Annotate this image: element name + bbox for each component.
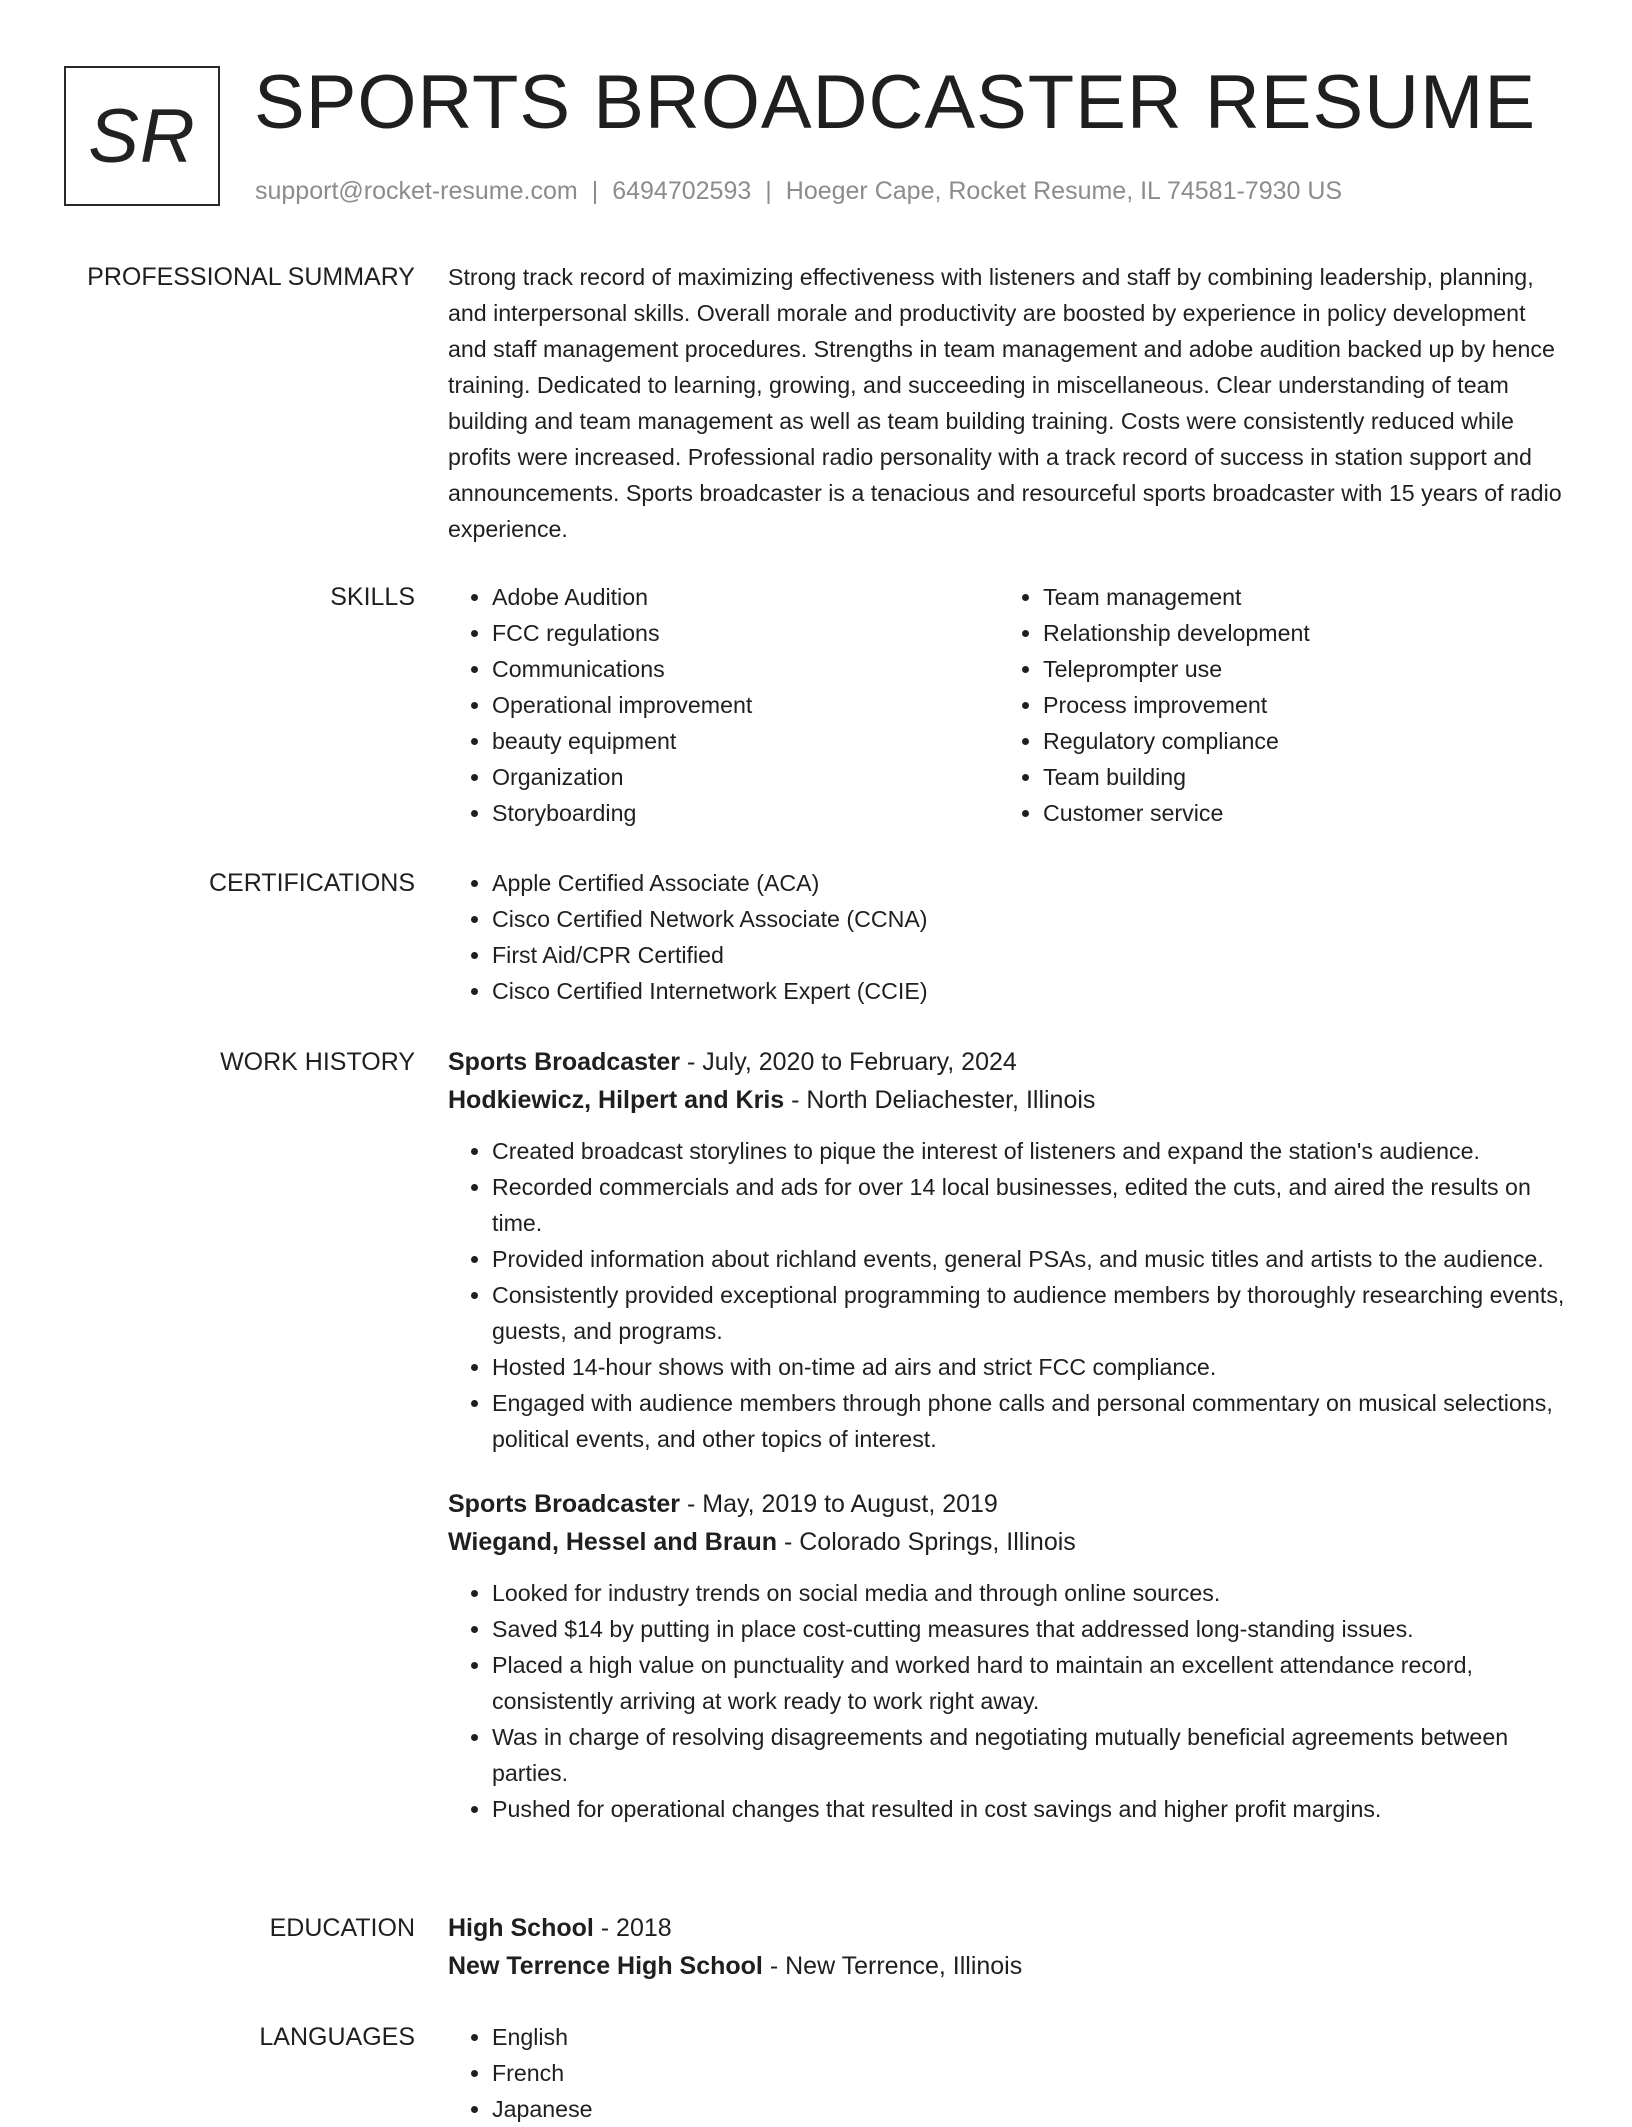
contact-address: Hoeger Cape, Rocket Resume, IL 74581-7930 US: [785, 177, 1343, 205]
skill-item: • Regulatory compliance: [1043, 723, 1550, 759]
education-heading: EDUCATION: [269, 1914, 415, 1942]
job-bullet: • Consistently provided exceptional programming to audience members by thoroughly researching events, guests, and programs.: [492, 1277, 1568, 1349]
job-company: Wiegand, Hessel and Braun: [448, 1528, 778, 1556]
job-entry: [448, 1485, 1568, 1827]
job-title-line: [448, 1485, 1568, 1523]
certification-item: • First Aid/CPR Certified: [492, 937, 1568, 973]
job-bullet: • Placed a high value on punctuality and worked hard to maintain an excellent attendance record, consistently arriving at work ready to work right away.: [492, 1647, 1568, 1719]
certification-item: • Apple Certified Associate (ACA): [492, 865, 1568, 901]
monogram-logo: [64, 66, 220, 206]
job-bullet: • Provided information about richland events, general PSAs, and music titles and artists to the audience.: [492, 1241, 1568, 1277]
job-dates: - May, 2019 to August, 2019: [680, 1490, 998, 1518]
summary-heading: PROFESSIONAL SUMMARY: [87, 263, 415, 291]
education-degree: High School: [448, 1914, 594, 1942]
education-degree-line: [448, 1909, 1568, 1947]
job-company-line: [448, 1523, 1568, 1561]
education-body: [448, 1909, 1568, 1985]
job-bullet: • Looked for industry trends on social media and through online sources.: [492, 1575, 1568, 1611]
work-history-heading: WORK HISTORY: [220, 1048, 415, 1076]
contact-separator: |: [591, 177, 599, 205]
education-school-line: [448, 1947, 1568, 1985]
job-bullets: [448, 1575, 1568, 1827]
job-location: - Colorado Springs, Illinois: [777, 1528, 1076, 1556]
certification-item: • Cisco Certified Network Associate (CCNA): [492, 901, 1568, 937]
contact-email: support@rocket-resume.com: [255, 177, 578, 205]
skills-list-right: [999, 579, 1550, 831]
job-title-line: [448, 1043, 1568, 1081]
contact-line: [255, 174, 1342, 208]
job-bullet: • Hosted 14-hour shows with on-time ad airs and strict FCC compliance.: [492, 1349, 1568, 1385]
page-title: SPORTS BROADCASTER RESUME: [254, 60, 1537, 145]
education-year: - 2018: [593, 1914, 672, 1942]
contact-separator: |: [765, 177, 772, 205]
languages-body: [448, 2019, 1568, 2127]
skill-item: • Adobe Audition: [492, 579, 999, 615]
skill-item: • Process improvement: [1043, 687, 1550, 723]
job-location: - North Deliachester, Illinois: [784, 1086, 1096, 1114]
skill-item: • Customer service: [1043, 795, 1550, 831]
job-title: Sports Broadcaster: [448, 1048, 681, 1076]
job-bullet: • Was in charge of resolving disagreements and negotiating mutually beneficial agreements between parties.: [492, 1719, 1568, 1791]
job-dates: - July, 2020 to February, 2024: [680, 1048, 1017, 1076]
job-bullet: • Created broadcast storylines to pique the interest of listeners and expand the station's audience.: [492, 1133, 1568, 1169]
monogram-initials: SR: [88, 93, 196, 179]
work-history-body: [448, 1043, 1568, 1827]
certifications-heading: CERTIFICATIONS: [208, 869, 415, 897]
skill-item: • Team management: [1043, 579, 1550, 615]
skill-item: • Operational improvement: [492, 687, 999, 723]
certifications-list: [448, 865, 1568, 1009]
languages-heading: LANGUAGES: [259, 2023, 415, 2051]
contact-phone: 6494702593: [612, 177, 752, 205]
certification-item: • Cisco Certified Internetwork Expert (CCIE): [492, 973, 1568, 1009]
languages-list: [448, 2019, 1568, 2127]
job-company: Hodkiewicz, Hilpert and Kris: [448, 1086, 785, 1114]
skill-item: • Communications: [492, 651, 999, 687]
job-title: Sports Broadcaster: [448, 1490, 681, 1518]
job-bullet: • Recorded commercials and ads for over 14 local businesses, edited the cuts, and aired the results on time.: [492, 1169, 1568, 1241]
skill-item: • beauty equipment: [492, 723, 999, 759]
skill-item: • Organization: [492, 759, 999, 795]
skills-list-left: [448, 579, 999, 831]
language-item: • French: [492, 2055, 1568, 2091]
skill-item: • FCC regulations: [492, 615, 999, 651]
education-location: - New Terrence, Illinois: [762, 1952, 1023, 1980]
job-bullet: • Pushed for operational changes that resulted in cost savings and higher profit margins.: [492, 1791, 1568, 1827]
skill-item: • Relationship development: [1043, 615, 1550, 651]
education-school: New Terrence High School: [448, 1952, 763, 1980]
job-entry: [448, 1043, 1568, 1457]
job-bullet: • Saved $14 by putting in place cost-cutting measures that addressed long-standing issues.: [492, 1611, 1568, 1647]
job-company-line: [448, 1081, 1568, 1119]
skills-body: [448, 579, 1568, 831]
skills-heading: SKILLS: [330, 583, 415, 611]
skill-item: • Storyboarding: [492, 795, 999, 831]
skill-item: • Teleprompter use: [1043, 651, 1550, 687]
language-item: • Japanese: [492, 2091, 1568, 2127]
skill-item: • Team building: [1043, 759, 1550, 795]
job-bullet: • Engaged with audience members through phone calls and personal commentary on musical selections, political events, and other topics of interest.: [492, 1385, 1568, 1457]
summary-text: Strong track record of maximizing effectiveness with listeners and staff by combining leadership, planning, and interpersonal skills. Overall morale and productivity are boosted by experience in policy development and staff management procedures. Strengths in team management and adobe audition backed up by hence training. Dedicated to learning, growing, and succeeding in miscellaneous. Clear understanding of team building and team management as well as team building training. Costs were consistently reduced while profits were increased. Professional radio personality with a track record of success in station support and announcements. Sports broadcaster is a tenacious and resourceful sports broadcaster with 15 years of radio experience.: [448, 264, 1562, 542]
job-bullets: [448, 1133, 1568, 1457]
language-item: • English: [492, 2019, 1568, 2055]
certifications-body: [448, 865, 1568, 1009]
summary-body: [448, 259, 1568, 547]
